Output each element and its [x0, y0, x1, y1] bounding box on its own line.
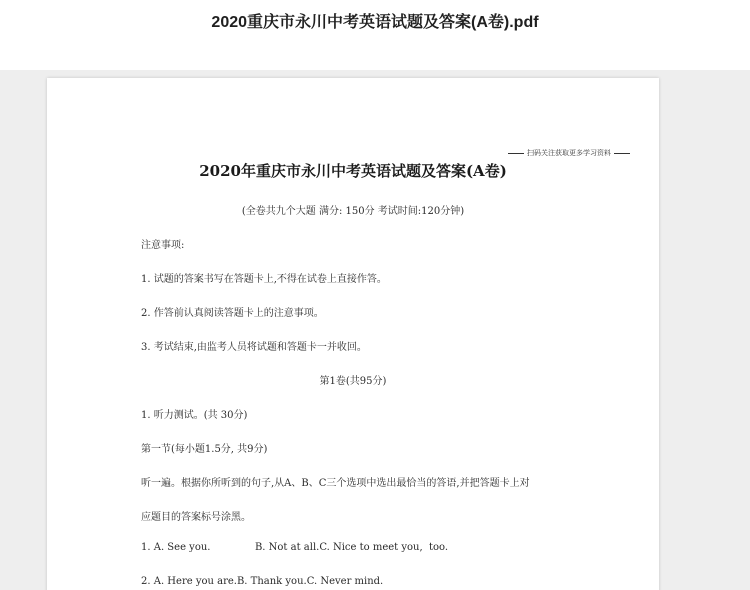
notice-item-1: 1. 试题的答案书写在答题卡上,不得在试卷上直接作答。: [141, 274, 387, 285]
pdf-viewer[interactable]: [0, 70, 750, 590]
section-heading: 第1卷(共95分): [319, 376, 387, 387]
question-2: 2. A. Here you are.B. Thank you.C. Never mind.: [141, 576, 384, 587]
document-title: 2020年重庆市永川中考英语试题及答案(A卷): [199, 162, 507, 180]
subsection-heading: 第一节(每小题1.5分, 共9分): [141, 444, 268, 455]
qr-promo-note: [505, 148, 645, 158]
document-subtitle: (全卷共九个大题 满分: 150分 考试时间:120分钟): [241, 206, 465, 217]
file-title: 2020重庆市永川中考英语试题及答案(A卷).pdf: [211, 14, 539, 31]
notice-item-3: 3. 考试结束,由监考人员将试题和答题卡一并收回。: [141, 342, 367, 353]
question-1: 1. A. See you. B. Not at all.C. Nice to meet you, too.: [141, 542, 449, 553]
notice-heading: 注意事项:: [141, 240, 185, 251]
notice-item-2: 2. 作答前认真阅读答题卡上的注意事项。: [141, 308, 324, 319]
pdf-page: [47, 78, 659, 590]
instruction-line-2: 应题目的答案标号涂黑。: [141, 512, 251, 523]
qr-note-text: 扫码关注获取更多学习资料: [527, 149, 611, 157]
instruction-line-1: 听一遍。根据你所听到的句子,从A、B、C三个选项中选出最恰当的答语,并把答题卡上对: [141, 478, 530, 489]
rule-left: [508, 153, 524, 154]
rule-right: [614, 153, 630, 154]
part-heading: 1. 听力测试。(共 30分): [141, 410, 248, 421]
viewer-header: [0, 0, 750, 70]
